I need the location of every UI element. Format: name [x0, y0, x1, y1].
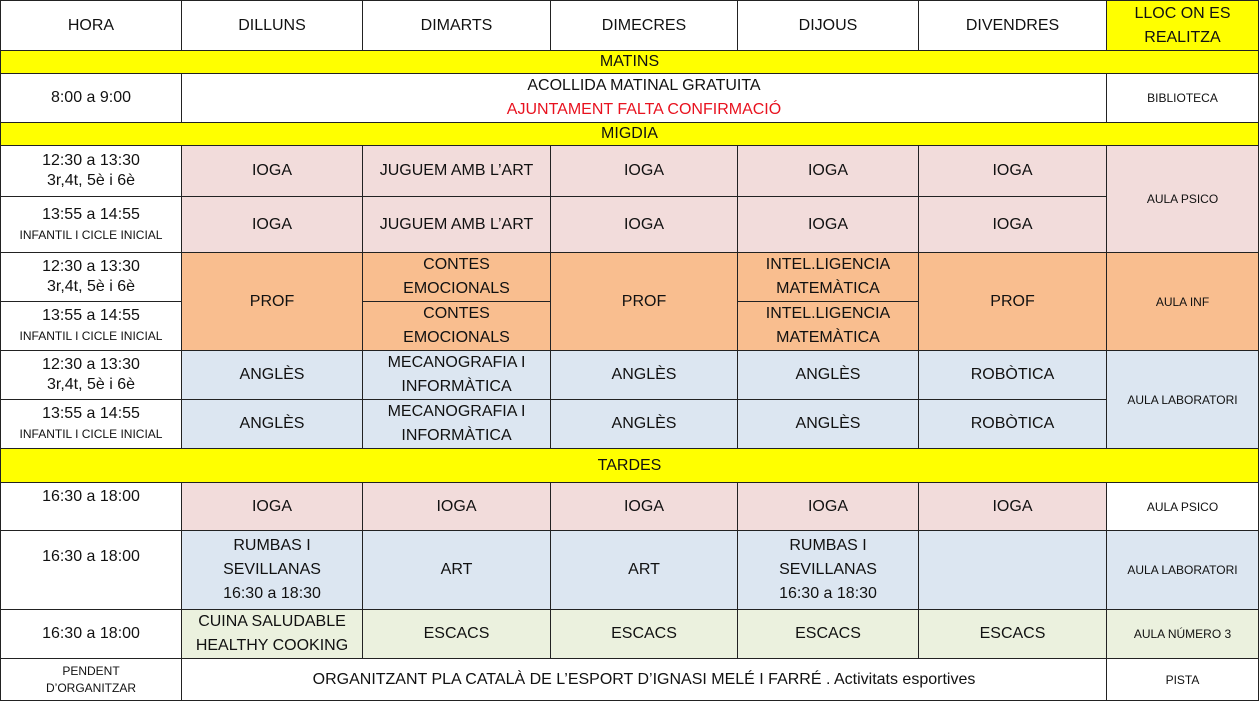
- place-cell: AULA PSICO: [1107, 146, 1259, 253]
- header-day-dimarts: DIMARTS: [363, 1, 551, 51]
- section-row-matins: [1, 51, 1259, 74]
- time-cell: [1, 146, 182, 197]
- activity-cell: IOGA: [551, 146, 738, 197]
- activity-cell: ROBÒTICA: [919, 400, 1107, 449]
- activity-cell: [363, 253, 551, 302]
- activity-line: HEALTHY COOKING: [195, 637, 349, 654]
- activity-cell: IOGA: [363, 483, 551, 531]
- header-hora: HORA: [1, 1, 182, 51]
- time-range: 13:55 a 14:55: [42, 307, 140, 324]
- activity-line: CONTES: [423, 305, 490, 322]
- place-cell: AULA LABORATORI: [1107, 531, 1259, 610]
- activity-cell: IOGA: [738, 483, 919, 531]
- activity-cell: IOGA: [182, 146, 363, 197]
- time-range: 13:55 a 14:55: [42, 405, 140, 422]
- activity-cell: ANGLÈS: [738, 351, 919, 400]
- activity-cell: ANGLÈS: [182, 400, 363, 449]
- activity-cell: IOGA: [551, 197, 738, 253]
- time-cell: 16:30 a 18:00: [1, 483, 182, 531]
- section-row-tardes: [1, 449, 1259, 483]
- time-group: 3r,4t, 5è i 6è: [46, 172, 136, 189]
- place-cell: AULA INF: [1107, 253, 1259, 351]
- activity-cell: ROBÒTICA: [919, 351, 1107, 400]
- activity-cell: ANGLÈS: [182, 351, 363, 400]
- time-cell: [1, 197, 182, 253]
- activity-cell: ESCACS: [551, 610, 738, 659]
- activity-line: EMOCIONALS: [403, 280, 510, 297]
- header-row: [1, 1, 1259, 51]
- matins-activity: ACOLLIDA MATINAL GRATUITA: [527, 77, 761, 94]
- activity-cell: [363, 351, 551, 400]
- time-cell: [1, 400, 182, 449]
- activity-line: MECANOGRAFIA I: [387, 403, 526, 420]
- matins-place: BIBLIOTECA: [1107, 74, 1259, 123]
- activity-cell: IOGA: [182, 197, 363, 253]
- activity-line: INTEL.LIGENCIA: [765, 305, 891, 322]
- activity-cell: IOGA: [551, 483, 738, 531]
- activity-line: MATEMÀTICA: [776, 329, 880, 346]
- activity-cell: IOGA: [182, 483, 363, 531]
- header-day-dilluns: DILLUNS: [182, 1, 363, 51]
- activity-cell: [738, 253, 919, 302]
- migdia-ioga-row-2: [1, 197, 1259, 253]
- tardes-row-3: [1, 610, 1259, 659]
- header-day-dimecres: DIMECRES: [551, 1, 738, 51]
- time-cell: 16:30 a 18:00: [1, 610, 182, 659]
- migdia-prof-row-1: [1, 253, 1259, 302]
- activity-cell: ESCACS: [919, 610, 1107, 659]
- time-range: 12:30 a 13:30: [42, 152, 140, 169]
- time-cell: [1, 253, 182, 302]
- time-group: 3r,4t, 5è i 6è: [46, 376, 136, 393]
- matins-note: AJUNTAMENT FALTA CONFIRMACIÓ: [506, 101, 782, 118]
- section-title-tardes: TARDES: [1, 449, 1259, 483]
- section-row-migdia: [1, 123, 1259, 146]
- activity-cell: JUGUEM AMB L’ART: [363, 146, 551, 197]
- header-lloc: [1107, 1, 1259, 51]
- activity-cell: IOGA: [738, 146, 919, 197]
- activity-cell: ANGLÈS: [738, 400, 919, 449]
- matins-row: [1, 74, 1259, 123]
- header-lloc-line2: REALITZA: [1144, 28, 1221, 46]
- time-cell: [1, 302, 182, 351]
- header-day-dijous: DIJOUS: [738, 1, 919, 51]
- activity-line: CUINA SALUDABLE: [198, 613, 346, 630]
- place-cell: PISTA: [1107, 659, 1259, 701]
- time-range: 12:30 a 13:30: [42, 258, 140, 275]
- tardes-row-1: [1, 483, 1259, 531]
- activity-cell: IOGA: [919, 146, 1107, 197]
- time-cell: [1, 659, 182, 701]
- activity-cell: [738, 302, 919, 351]
- time-line: PENDENT: [62, 663, 120, 678]
- activity-cell: ESCACS: [363, 610, 551, 659]
- activity-line: SEVILLANAS: [779, 561, 877, 578]
- activity-cell: [182, 531, 363, 610]
- time-range: 12:30 a 13:30: [42, 356, 140, 373]
- tardes-row-4: [1, 659, 1259, 701]
- activity-cell: [363, 302, 551, 351]
- activity-cell: [738, 531, 919, 610]
- place-cell: AULA LABORATORI: [1107, 351, 1259, 449]
- activity-cell: ORGANITZANT PLA CATALÀ DE L’ESPORT D’IGNASI MELÉ I FARRÉ . Activitats esportives: [182, 659, 1107, 701]
- activity-cell: ART: [551, 531, 738, 610]
- section-title-migdia: MIGDIA: [1, 123, 1259, 146]
- activity-line: 16:30 a 18:30: [223, 585, 321, 602]
- activity-line: RUMBAS I: [233, 537, 311, 554]
- activity-cell: [919, 531, 1107, 610]
- header-day-divendres: DIVENDRES: [919, 1, 1107, 51]
- activity-line: CONTES: [423, 256, 490, 273]
- time-group: 3r,4t, 5è i 6è: [46, 278, 136, 295]
- time-group: INFANTIL I CICLE INICIAL: [19, 227, 163, 242]
- activity-cell: PROF: [182, 253, 363, 351]
- matins-activity-cell: [182, 74, 1107, 123]
- activity-cell: ANGLÈS: [551, 351, 738, 400]
- activity-cell: IOGA: [919, 483, 1107, 531]
- tardes-row-2: [1, 531, 1259, 610]
- activity-line: RUMBAS I: [789, 537, 867, 554]
- activity-line: INFORMÀTICA: [401, 427, 512, 444]
- time-group: INFANTIL I CICLE INICIAL: [19, 427, 163, 441]
- activity-cell: IOGA: [738, 197, 919, 253]
- activity-line: 16:30 a 18:30: [779, 585, 877, 602]
- activity-cell: JUGUEM AMB L’ART: [363, 197, 551, 253]
- activity-line: EMOCIONALS: [403, 329, 510, 346]
- activity-cell: PROF: [551, 253, 738, 351]
- activity-cell: [182, 610, 363, 659]
- activity-cell: [363, 400, 551, 449]
- place-cell: AULA PSICO: [1107, 483, 1259, 531]
- activity-cell: ESCACS: [738, 610, 919, 659]
- migdia-ioga-row-1: [1, 146, 1259, 197]
- matins-time: 8:00 a 9:00: [1, 74, 182, 123]
- activity-line: INTEL.LIGENCIA: [765, 256, 891, 273]
- activity-cell: ANGLÈS: [551, 400, 738, 449]
- activity-line: SEVILLANAS: [223, 561, 321, 578]
- migdia-angles-row-1: [1, 351, 1259, 400]
- migdia-angles-row-2: [1, 400, 1259, 449]
- activity-cell: ART: [363, 531, 551, 610]
- activity-cell: IOGA: [919, 197, 1107, 253]
- time-range: 13:55 a 14:55: [42, 205, 140, 223]
- activity-cell: PROF: [919, 253, 1107, 351]
- header-lloc-line1: LLOC ON ES: [1134, 4, 1231, 22]
- time-cell: [1, 351, 182, 400]
- place-cell: AULA NÚMERO 3: [1107, 610, 1259, 659]
- time-cell: 16:30 a 18:00: [1, 531, 182, 610]
- activity-line: MECANOGRAFIA I: [387, 354, 526, 371]
- activity-line: MATEMÀTICA: [776, 280, 880, 297]
- activity-line: INFORMÀTICA: [401, 378, 512, 395]
- time-group: INFANTIL I CICLE INICIAL: [19, 329, 163, 343]
- section-title-matins: MATINS: [1, 51, 1259, 74]
- time-line: D’ORGANITZAR: [46, 680, 136, 695]
